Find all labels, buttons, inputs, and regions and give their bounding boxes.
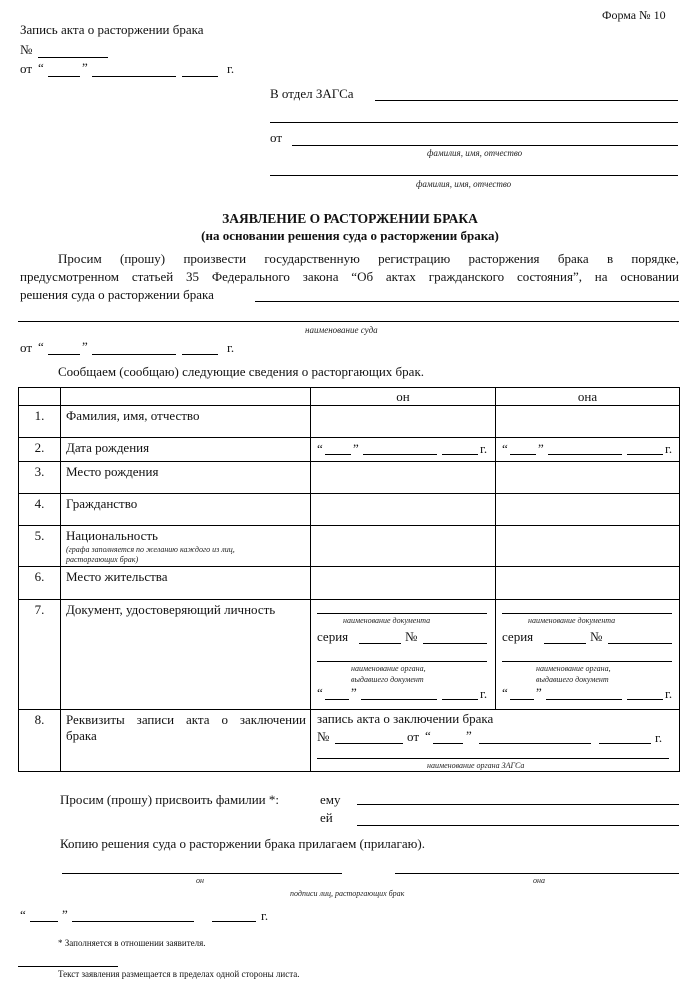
row-label: Фамилия, имя, отчество (61, 406, 311, 438)
nationality-note-line2: расторгающих брак) (66, 555, 139, 564)
record-from-label: от (20, 61, 33, 76)
signature-she-field[interactable] (395, 873, 679, 874)
record-no-label: № (20, 42, 33, 57)
quote-open: “ (20, 907, 26, 922)
row-number: 7. (19, 600, 61, 710)
table-row (19, 406, 680, 438)
he-residence-cell[interactable] (311, 567, 496, 600)
decision-year-suffix: г. (227, 340, 235, 355)
footnote-divider (18, 966, 118, 967)
he-id-document-cell[interactable]: наименование документа серия № наименование органа, выдавшего документ “ ” г. (311, 600, 496, 710)
record-no-field[interactable] (38, 57, 108, 58)
row-label-nationality: Национальность (графа заполняется по желанию каждого из лиц, расторгающих брак) (61, 526, 311, 567)
marriage-record-label: запись акта о заключении брака (317, 711, 494, 726)
surname-request: Просим (прошу) присвоить фамилии *: (60, 792, 279, 807)
col-he: он (311, 388, 496, 406)
quote-close: ” (82, 339, 88, 354)
request-paragraph-line2: предусмотренном статьей 35 Федерального закона “Об актах гражданского состояния”, на основании (20, 269, 679, 284)
row-number: 5. (19, 526, 61, 567)
row-label: Гражданство (61, 494, 311, 526)
he-full-name-cell[interactable] (311, 406, 496, 438)
decision-from-label: от (20, 340, 33, 355)
she-residence-cell[interactable] (496, 567, 680, 600)
she-id-document-cell[interactable]: наименование документа серия № наименование органа, выдавшего документ “ ” г. (496, 600, 680, 710)
applicant-caption-1: фамилия, имя, отчество (427, 148, 523, 158)
marriage-record-cell[interactable]: запись акта о заключении брака № от “ ” г. наименование органа ЗАГСа (311, 710, 680, 772)
applicant-name-field-1[interactable] (292, 145, 678, 146)
court-decision-field[interactable] (255, 301, 679, 302)
statement-title: ЗАЯВЛЕНИЕ О РАСТОРЖЕНИИ БРАКА (222, 211, 478, 226)
record-month-field[interactable] (92, 76, 176, 77)
record-year-suffix: г. (227, 61, 235, 76)
request-paragraph-line3: решения суда о расторжении брака (20, 287, 214, 302)
table-row (19, 567, 680, 600)
statement-subtitle: (на основании решения суда о расторжении брака) (201, 228, 499, 243)
table-row (19, 600, 680, 710)
col-she: она (496, 388, 680, 406)
record-title: Запись акта о расторжении брака (20, 22, 204, 37)
request-paragraph-line1: Просим (прошу) произвести государственную регистрацию расторжения брака в порядке, (58, 251, 679, 266)
she-citizenship-cell[interactable] (496, 494, 680, 526)
record-year-field[interactable] (182, 76, 218, 77)
zags-name-field[interactable] (317, 758, 669, 759)
table-row (19, 526, 680, 567)
table-row (19, 494, 680, 526)
court-name-field[interactable] (18, 321, 679, 322)
sign-year-field[interactable] (212, 921, 256, 922)
quote-open: “ (38, 60, 44, 75)
surname-him-label: ему (320, 792, 341, 807)
quote-close: ” (82, 60, 88, 75)
he-nationality-cell[interactable] (311, 526, 496, 567)
row-label: Дата рождения (61, 438, 311, 462)
row-number: 1. (19, 406, 61, 438)
sign-year-suffix: г. (261, 908, 269, 923)
row-number: 3. (19, 462, 61, 494)
footnote-star: * Заполняется в отношении заявителя. (58, 938, 206, 948)
court-caption: наименование суда (305, 325, 378, 335)
row-number: 8. (19, 710, 61, 772)
row-label-marriage-record: Реквизиты записи акта о заключении брака (61, 710, 311, 772)
row-number: 6. (19, 567, 61, 600)
quote-close: ” (62, 907, 68, 922)
decision-month-field[interactable] (92, 354, 176, 355)
sign-month-field[interactable] (72, 921, 194, 922)
row-number: 2. (19, 438, 61, 462)
he-birth-place-cell[interactable] (311, 462, 496, 494)
row-label: Место рождения (61, 462, 311, 494)
row-number: 4. (19, 494, 61, 526)
table-row (19, 462, 680, 494)
nationality-note-line1: (графа заполняется по желанию каждого из лиц, (66, 545, 235, 554)
quote-open: “ (38, 339, 44, 354)
decision-year-field[interactable] (182, 354, 218, 355)
footnote-page: Текст заявления размещается в пределах одной стороны листа. (58, 969, 300, 979)
dept-field-2[interactable] (270, 122, 678, 123)
attachment-note: Копию решения суда о расторжении брака прилагаем (прилагаю). (60, 836, 425, 851)
applicants-table (18, 387, 680, 772)
info-intro: Сообщаем (сообщаю) следующие сведения о расторгающих брак. (58, 364, 425, 379)
she-nationality-cell[interactable] (496, 526, 680, 567)
applicant-caption-2: фамилия, имя, отчество (416, 179, 512, 189)
applicant-name-field-2[interactable] (270, 175, 678, 176)
she-full-name-cell[interactable] (496, 406, 680, 438)
signature-he-field[interactable] (62, 873, 342, 874)
row-label: Документ, удостоверяющий личность (61, 600, 311, 710)
applicant-from-label: от (270, 130, 283, 145)
she-birth-place-cell[interactable] (496, 462, 680, 494)
she-birth-date-cell[interactable]: “ ” г. (496, 438, 680, 462)
he-citizenship-cell[interactable] (311, 494, 496, 526)
decision-day-field[interactable] (48, 354, 80, 355)
record-day-field[interactable] (48, 76, 80, 77)
surname-him-field[interactable] (357, 804, 679, 805)
row-label: Место жительства (61, 567, 311, 600)
marriage-record-no-field[interactable] (335, 743, 403, 744)
signatures-caption: подписи лиц, расторгающих брак (290, 889, 405, 898)
sign-day-field[interactable] (30, 921, 58, 922)
table-row (19, 438, 680, 462)
dept-label: В отдел ЗАГСа (270, 86, 354, 101)
surname-her-field[interactable] (357, 825, 679, 826)
surname-her-label: ей (320, 810, 333, 825)
he-birth-date-cell[interactable]: “ ” г. (311, 438, 496, 462)
signature-she-caption: она (533, 876, 545, 885)
form-number: Форма № 10 (602, 8, 666, 22)
table-header-row (19, 388, 680, 406)
table-row (19, 710, 680, 772)
dept-field[interactable] (375, 100, 678, 101)
signature-he-caption: он (196, 876, 204, 885)
